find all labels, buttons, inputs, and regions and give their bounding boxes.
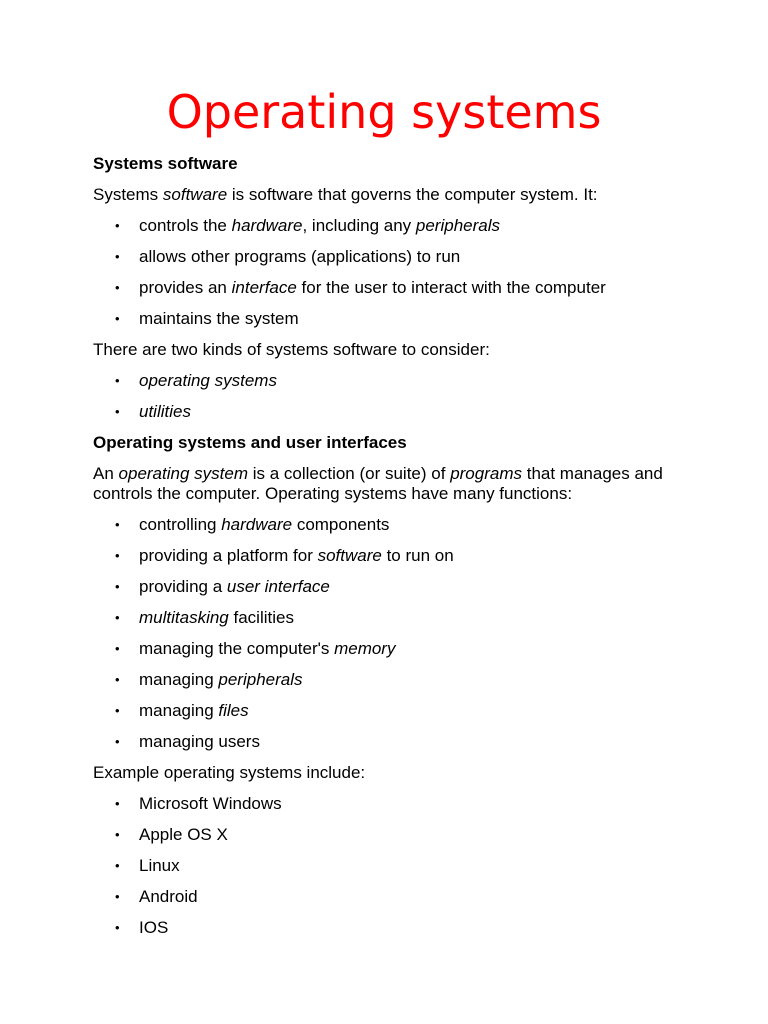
list-item — [93, 825, 693, 845]
systems-software-list — [93, 216, 693, 329]
bullet-icon: • — [115, 373, 120, 388]
bullet-icon: • — [115, 548, 120, 563]
bullet-icon: • — [115, 579, 120, 594]
os-examples-list — [93, 794, 693, 938]
bullet-icon: • — [115, 920, 120, 935]
list-item — [93, 371, 693, 391]
list-item-text — [139, 371, 277, 390]
bullet-icon: • — [115, 641, 120, 656]
section-heading-systems-software: Systems software — [93, 154, 238, 173]
page-title: Operating systems — [166, 85, 602, 139]
list-item-text: Apple OS X — [139, 825, 228, 844]
bullet-icon: • — [115, 734, 120, 749]
list-item-text: controlling hardware components — [139, 515, 390, 534]
bullet-icon: • — [115, 517, 120, 532]
kinds-list — [93, 371, 693, 422]
emphasis-term: user interface — [226, 577, 330, 596]
list-item — [93, 577, 693, 597]
bullet-icon: • — [115, 858, 120, 873]
bullet-icon: • — [115, 249, 120, 264]
list-item-text: Linux — [139, 856, 180, 875]
list-item-text: allows other programs (applications) to run — [139, 247, 461, 266]
emphasis-term: software — [317, 546, 382, 565]
bullet-icon: • — [115, 280, 120, 295]
bullet-icon: • — [115, 827, 120, 842]
list-item-text: managing the computer's memory — [139, 639, 396, 658]
list-item — [93, 670, 693, 690]
examples-intro: Example operating systems include: — [93, 763, 366, 782]
emphasis-term: operating system — [118, 464, 248, 483]
bullet-icon: • — [115, 703, 120, 718]
list-item-text: managing peripherals — [139, 670, 303, 689]
os-intro: An operating system is a collection (or suite) of programs that manages and controls the computer. Operating systems have many functions: — [93, 464, 663, 503]
list-item — [93, 918, 693, 938]
list-item — [93, 856, 693, 876]
emphasis-term: hardware — [231, 216, 303, 235]
emphasis-term: hardware — [221, 515, 293, 534]
list-item — [93, 546, 693, 566]
list-item-text: providing a platform for software to run on — [139, 546, 454, 565]
emphasis-term: utilities — [139, 402, 191, 421]
document-page — [93, 84, 693, 949]
list-item-text: Microsoft Windows — [139, 794, 282, 813]
kinds-intro: There are two kinds of systems software to consider: — [93, 340, 490, 359]
bullet-icon: • — [115, 672, 120, 687]
list-item — [93, 794, 693, 814]
bullet-icon: • — [115, 311, 120, 326]
list-item — [93, 247, 693, 267]
list-item-text: providing a user interface — [139, 577, 330, 596]
list-item — [93, 309, 693, 329]
list-item-text: managing files — [139, 701, 249, 720]
bullet-icon: • — [115, 889, 120, 904]
list-item — [93, 639, 693, 659]
list-item — [93, 278, 693, 298]
list-item-text: maintains the system — [139, 309, 299, 328]
list-item — [93, 701, 693, 721]
list-item-text: multitasking facilities — [139, 608, 294, 627]
list-item-text: Android — [139, 887, 198, 906]
section-heading-os-and-ui: Operating systems and user interfaces — [93, 433, 407, 452]
emphasis-term: software — [162, 185, 228, 204]
list-item-text: controls the hardware, including any peripherals — [139, 216, 500, 235]
list-item-text — [139, 402, 191, 421]
list-item — [93, 515, 693, 535]
os-functions-list — [93, 515, 693, 752]
emphasis-term: interface — [231, 278, 297, 297]
emphasis-term: peripherals — [415, 216, 500, 235]
emphasis-term: programs — [450, 464, 522, 483]
bullet-icon: • — [115, 218, 120, 233]
list-item-text: provides an interface for the user to interact with the computer — [139, 278, 606, 297]
emphasis-term: operating systems — [139, 371, 277, 390]
systems-software-intro: Systems software is software that governs the computer system. It: — [93, 185, 598, 204]
list-item — [93, 216, 693, 236]
list-item-text: managing users — [139, 732, 260, 751]
list-item-text: IOS — [139, 918, 169, 937]
list-item — [93, 887, 693, 907]
list-item — [93, 608, 693, 628]
emphasis-term: peripherals — [218, 670, 303, 689]
emphasis-term: memory — [334, 639, 396, 658]
bullet-icon: • — [115, 404, 120, 419]
bullet-icon: • — [115, 796, 120, 811]
emphasis-term: multitasking — [139, 608, 229, 627]
emphasis-term: files — [218, 701, 249, 720]
list-item — [93, 732, 693, 752]
list-item — [93, 402, 693, 422]
bullet-icon: • — [115, 610, 120, 625]
